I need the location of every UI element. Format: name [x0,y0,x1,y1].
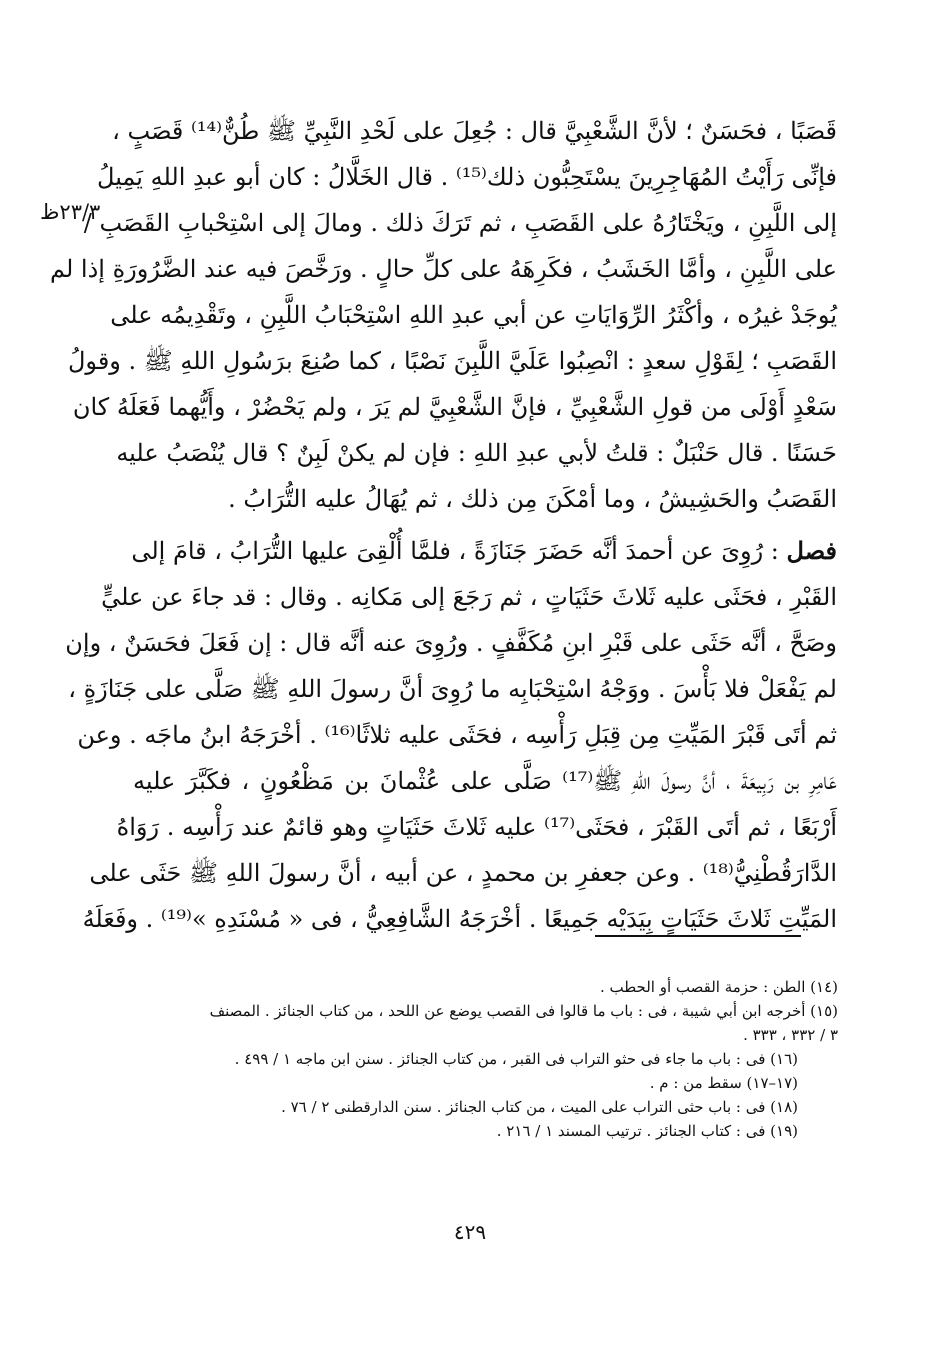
text-line: المَيِّتِ ثَلاثَ حَثَيَاتٍ بِيَدَيْه جَمِيعًا . أخْرَجَهُ الشَّافِعِيُّ ، فى « مُسْنَدِهِ »⁽¹⁹⁾ . وفَعَلَهُ [82,905,837,933]
text-line: حَسَنًا . قال حَنْبَلٌ : قلتُ لأبي عبدِ اللهِ : فإن لم يكنْ لَبِنٌ ؟ قال يُنْصَبُ عليه [116,439,837,467]
footnote: (١٨) فى : باب حثى التراب على الميت ، من كتاب الجنائز . سنن الدارقطنى ٢ / ٧٦ . [281,1098,798,1116]
footnote-separator [595,935,801,937]
text-line: لم يَفْعَلْ فلا بَأْسَ . ووَجْهُ اسْتِحْبَابِه ما رُوِىَ أنَّ رسولَ اللهِ ﷺ صَلَّى على جَنَازَةٍ ، [68,675,837,703]
footnote: (١٥) أخرجه ابن أبي شيبة ، فى : باب ما قالوا فى القصب يوضع عن اللحد ، من كتاب الجنائز . المصنف [209,1002,838,1020]
first-line-text: : رُوِىَ عن أحمدَ أنَّه حَضَرَ جَنَازَةً ، فلمَّا أُلْقِىَ عليها التُّرَابُ ، قامَ إلى [131,537,779,565]
text-line: أَرْبَعًا ، ثم أتَى القَبْرَ ، فحَثَى⁽¹⁷⁾ عليه ثَلاثَ حَثَيَاتٍ وهو قائمٌ عند رَأْسِه . رَوَاهُ [116,813,837,841]
text-line: القَصَبُ والحَشِيشُ ، وما أمْكَنَ مِن ذلك ، ثم يُهَالُ عليه التُّرَابُ . [228,485,837,513]
text-line: على اللَّبِنِ ، وأمَّا الخَشَبُ ، فكَرِهَهُ على كلِّ حالٍ . ورَخَّصَ فيه عند الضَّرُورَةِ إذا لم [50,255,837,283]
text-line: القَصَبِ ؛ لِقَوْلِ سعدٍ : انْصِبُوا عَلَيَّ اللَّبِنَ نَصْبًا ، كما صُنِعَ برَسُولِ اللهِ ﷺ . وقولُ [67,347,837,375]
text-line: سَعْدٍ أَوْلَى من قولِ الشَّعْبِيِّ ، فإنَّ الشَّعْبِيَّ لم يَرَ ، ولم يَحْضُرْ ، وأَيُّهما فَعَلَهُ كان [72,393,837,421]
text-line: قَصَبًا ، فحَسَنٌ ؛ لأنَّ الشَّعْبِيَّ قال : جُعِلَ على لَحْدِ النَّبِيِّ ﷺ طُنٌّ⁽¹⁴⁾ قَصَبٍ ، [112,117,837,145]
footnotes [120,975,838,1143]
section-lead-word: فصل [786,536,837,565]
footnote-continuation: ٣ / ٣٣٢ ، ٣٣٣ . [743,1026,838,1044]
footnote: (١٦) فى : باب ما جاء فى حثو التراب فى القبر ، من كتاب الجنائز . سنن ابن ماجه ١ / ٤٩٩ . [234,1050,798,1068]
text-line: الدَّارَقُطْنِيُّ⁽¹⁸⁾ . وعن جعفرِ بن محمدٍ ، عن أبيه ، أنَّ رسولَ اللهِ ﷺ حَثَى على [89,859,837,887]
footnote: (١٧–١٧) سقط من : م . [649,1074,798,1092]
text-line: عَامِرِ بن رَبِيعَةَ ، أنَّ رسولَ اللهِ ﷺ⁽¹⁷⁾ صَلَّى على عُثْمانَ بن مَظْعُونٍ ، فكَبَّرَ عليه [133,767,837,795]
page-number: ٤٢٩ [453,1220,487,1244]
footnote: (١٤) الطن : حزمة القصب أو الحطب . [599,978,838,996]
text-line: وصَحَّ ، أنَّه حَثَى على قَبْرِ ابنِ مُكَفَّفٍ . ورُوِىَ عنه أنَّه قال : إن فَعَلَ فحَسَنٌ ، وإن [65,629,837,657]
text-line: ثم أتَى قَبْرَ المَيِّتِ مِن قِبَلِ رَأْسِه ، فحَثَى عليه ثلاثًا⁽¹⁶⁾ . أخْرَجَهُ ابنُ ماجَه . وعن [77,721,837,749]
text-line: القَبْرِ ، فحَثَى عليه ثَلاثَ حَثَيَاتٍ ، ثم رَجَعَ إلى مَكانِه . وقال : قد جاءَ عن عليٍّ [101,583,837,611]
paragraph-fasl [65,528,837,942]
text-line: إلى اللَّبِنِ ، ويَخْتَارُهُ على القَصَبِ ، ثم تَرَكَ ذلك . ومالَ إلى اسْتِحْبابِ القَصَبِ / [83,209,837,237]
text-line: فإنِّى رَأَيْتُ المُهَاجِرِينَ يسْتَحِبُّون ذلك⁽¹⁵⁾ . قال الخَلَّالُ : كان أبو عبدِ اللهِ يَمِيلُ [97,163,837,191]
text-line [133,528,837,574]
text-line: يُوجَدْ غيرُه ، وأكْثَرُ الرِّوَايَاتِ عن أبي عبدِ اللهِ اسْتِحْبَابُ اللَّبِنِ ، وتَقْدِيمُه على [110,301,837,329]
footnote: (١٩) فى : كتاب الجنائز . ترتيب المسند ١ / ٢١٦ . [496,1122,798,1140]
margin-manuscript-reference: ٢٣/٣ظ [40,200,101,224]
